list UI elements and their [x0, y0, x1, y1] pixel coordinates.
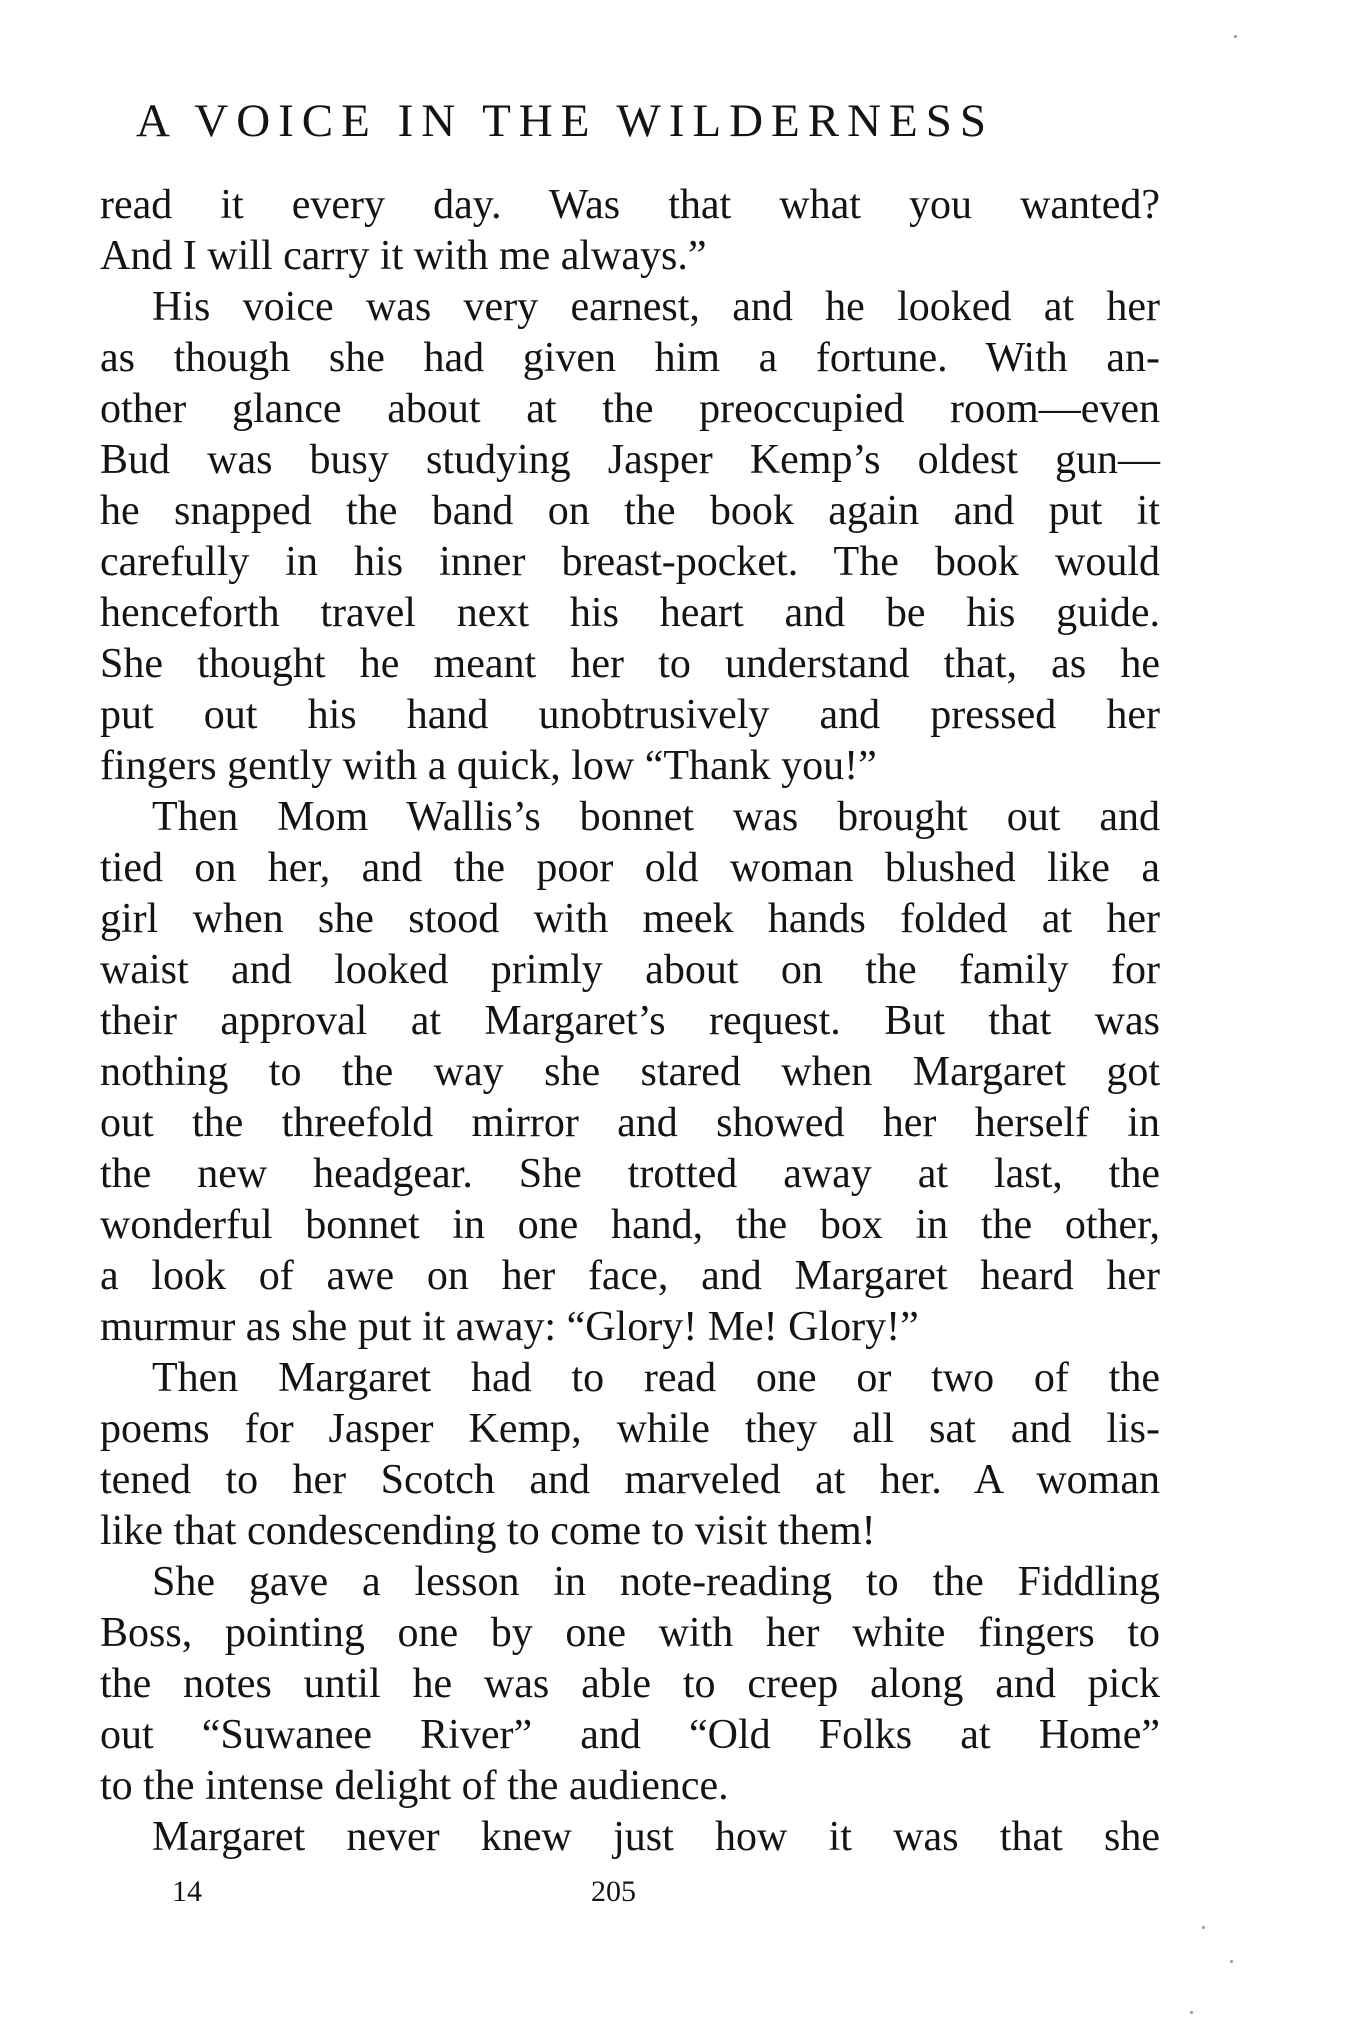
text-line: the new headgear. She trotted away at last, the: [100, 1151, 1160, 1197]
paper-speck: [1202, 1926, 1205, 1929]
text-line: carefully in his inner breast-pocket. The book would: [100, 539, 1160, 585]
text-line: girl when she stood with meek hands folded at her: [100, 896, 1160, 942]
text-line: the notes until he was able to creep along and pick: [100, 1661, 1160, 1707]
page-number: 205: [591, 1875, 636, 1908]
text-line: tened to her Scotch and marveled at her. A woman: [100, 1457, 1160, 1503]
text-line: read it every day. Was that what you wanted?: [100, 182, 1160, 228]
text-line: like that condescending to come to visit them!: [100, 1508, 876, 1554]
text-line: tied on her, and the poor old woman blushed like a: [100, 845, 1160, 891]
text-line: poems for Jasper Kemp, while they all sat and lis-: [100, 1406, 1160, 1452]
text-line: a look of awe on her face, and Margaret heard her: [100, 1253, 1160, 1299]
text-line: nothing to the way she stared when Margaret got: [100, 1049, 1160, 1095]
text-line: to the intense delight of the audience.: [100, 1763, 729, 1809]
text-line: out the threefold mirror and showed her herself in: [100, 1100, 1160, 1146]
paragraph-first-line: She gave a lesson in note-reading to the Fiddling: [152, 1559, 1160, 1605]
text-line: as though she had given him a fortune. With an-: [100, 335, 1160, 381]
text-line: wonderful bonnet in one hand, the box in the other,: [100, 1202, 1160, 1248]
text-line: Boss, pointing one by one with her white fingers to: [100, 1610, 1160, 1656]
paper-speck: [1234, 35, 1237, 38]
paragraph-first-line: Then Mom Wallis’s bonnet was brought out and: [152, 794, 1160, 840]
text-line: And I will carry it with me always.”: [100, 233, 707, 279]
signature-mark: 14: [172, 1875, 202, 1908]
text-line: out “Suwanee River” and “Old Folks at Home”: [100, 1712, 1160, 1758]
text-line: put out his hand unobtrusively and pressed her: [100, 692, 1160, 738]
paragraph-first-line: Then Margaret had to read one or two of the: [152, 1355, 1160, 1401]
text-line: She thought he meant her to understand that, as he: [100, 641, 1160, 687]
text-line: waist and looked primly about on the family for: [100, 947, 1160, 993]
paragraph-first-line: His voice was very earnest, and he looked at her: [152, 284, 1160, 330]
paper-speck: [1230, 1960, 1233, 1963]
body-text: [100, 180, 1160, 1863]
text-line: fingers gently with a quick, low “Thank you!”: [100, 743, 877, 789]
text-line: henceforth travel next his heart and be his guide.: [100, 590, 1160, 636]
paragraph-first-line: Margaret never knew just how it was that she: [152, 1814, 1160, 1860]
paper-speck: [1190, 2011, 1193, 2014]
text-line: Bud was busy studying Jasper Kemp’s oldest gun—: [100, 437, 1160, 483]
text-line: their approval at Margaret’s request. But that was: [100, 998, 1160, 1044]
text-line: other glance about at the preoccupied room—even: [100, 386, 1160, 432]
running-head: A VOICE IN THE WILDERNESS: [136, 95, 994, 147]
text-line: he snapped the band on the book again and put it: [100, 488, 1160, 534]
text-line: murmur as she put it away: “Glory! Me! Glory!”: [100, 1304, 919, 1350]
